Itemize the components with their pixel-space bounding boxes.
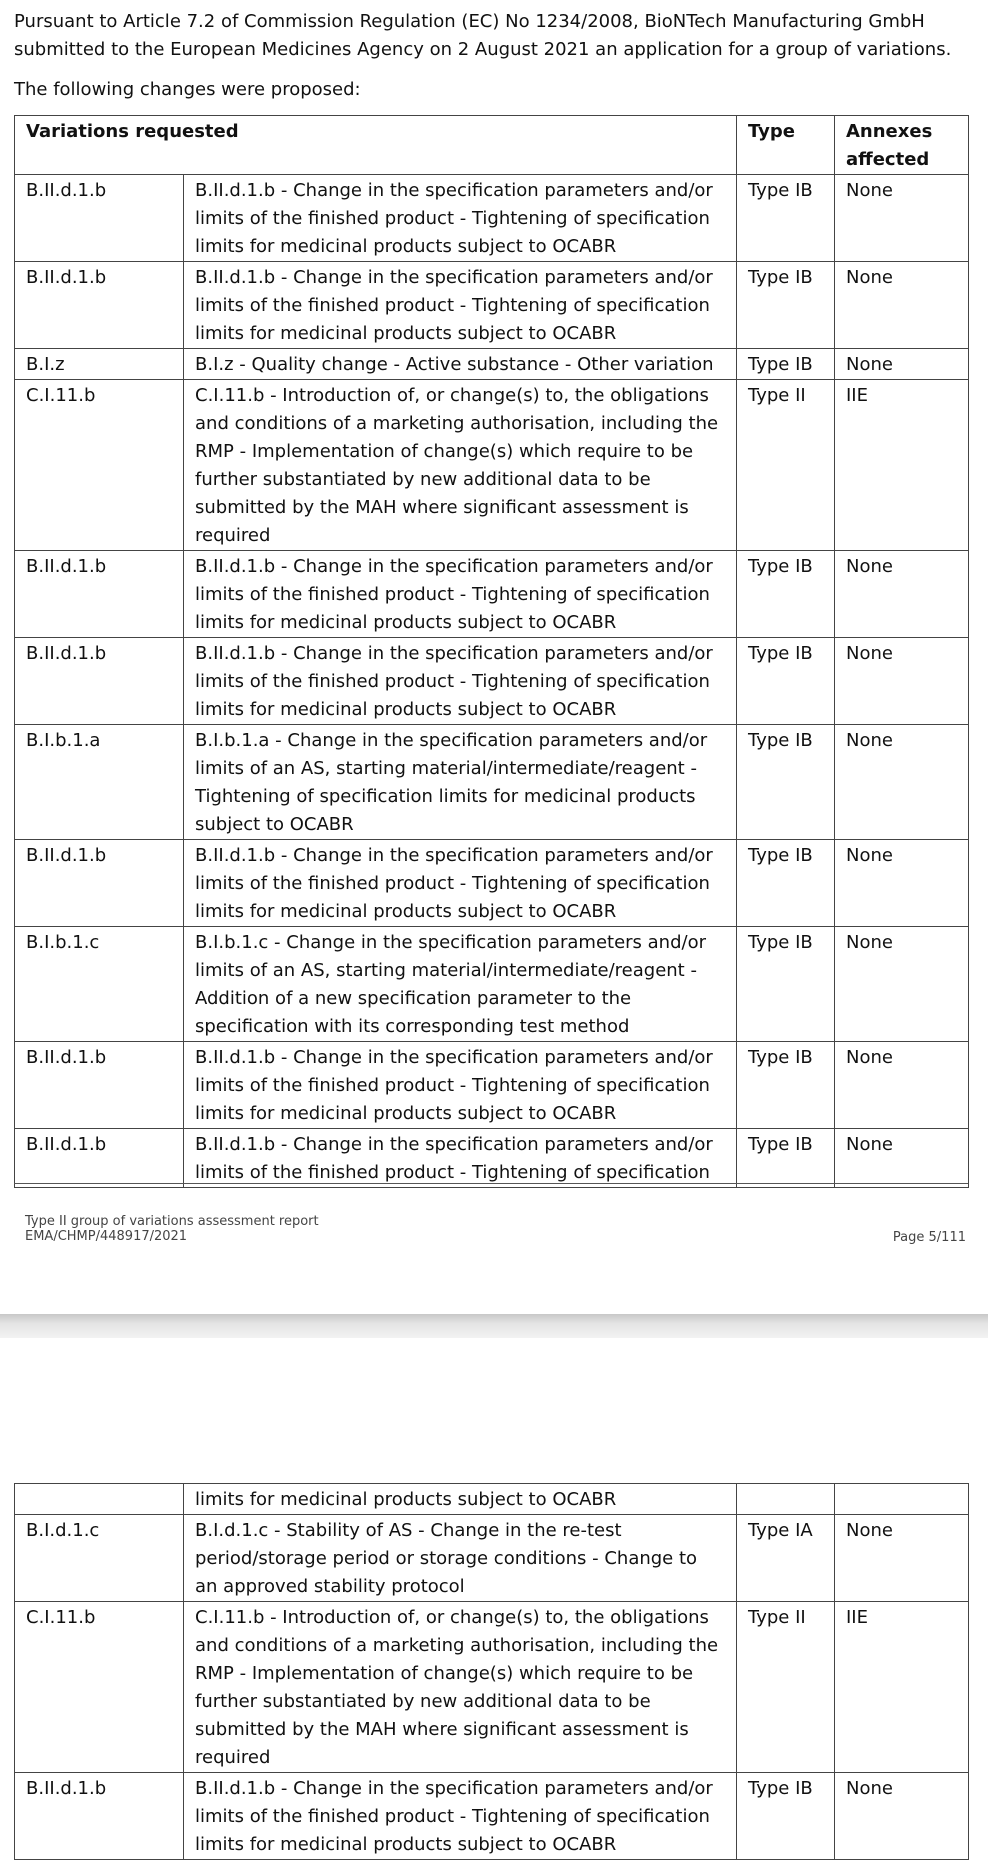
variation-description-line: specification with its corresponding test method	[195, 1016, 630, 1037]
variation-description-line: submitted by the MAH where significant assessment is	[195, 1719, 689, 1740]
table-row	[15, 638, 969, 725]
variation-code-cell	[15, 840, 184, 927]
annexes-affected: None	[846, 1134, 893, 1155]
page-break	[0, 1314, 988, 1338]
variation-code-cell	[15, 927, 184, 1042]
variation-description-cell	[184, 349, 737, 380]
variation-description-line: limits of an AS, starting material/intermediate/reagent -	[195, 758, 697, 779]
variation-description-line: and conditions of a marketing authorisation, including the	[195, 413, 719, 434]
variation-code: B.II.d.1.b	[26, 1047, 107, 1068]
variation-code-cell	[15, 1602, 184, 1773]
variation-description-line: B.I.d.1.c - Stability of AS - Change in the re-test	[195, 1520, 622, 1541]
annexes-affected-cell	[835, 1484, 969, 1515]
variations-table-continued	[14, 1483, 969, 1860]
footer-rule	[14, 1183, 968, 1184]
variation-code-cell	[15, 1773, 184, 1860]
variation-type-cell	[737, 927, 835, 1042]
variation-type: Type IB	[748, 1047, 813, 1068]
variation-type: Type IB	[748, 267, 813, 288]
table-row	[15, 1515, 969, 1602]
variation-description-cell	[184, 725, 737, 840]
variation-description-line: period/storage period or storage conditions - Change to	[195, 1548, 698, 1569]
table-header-row	[15, 116, 969, 175]
annexes-affected: None	[846, 1047, 893, 1068]
table-row	[15, 1484, 969, 1515]
variation-type: Type II	[748, 1607, 806, 1628]
annexes-header-label: affected	[846, 149, 930, 170]
annexes-affected: None	[846, 730, 893, 751]
variation-type-cell	[737, 1129, 835, 1188]
table-row	[15, 1042, 969, 1129]
table-row	[15, 262, 969, 349]
variation-description-line: RMP - Implementation of change(s) which require to be	[195, 1663, 694, 1684]
table-row	[15, 551, 969, 638]
variation-code: B.I.d.1.c	[26, 1520, 100, 1541]
variation-description-line: limits of the finished product - Tightening of specification	[195, 1162, 710, 1183]
variation-description-line: B.I.b.1.c - Change in the specification parameters and/or	[195, 932, 706, 953]
type-header	[737, 116, 835, 175]
annexes-affected-cell	[835, 638, 969, 725]
variation-type-cell	[737, 175, 835, 262]
variation-type-cell	[737, 349, 835, 380]
variation-description-line: limits of the finished product - Tightening of specification	[195, 1075, 710, 1096]
annexes-affected-cell	[835, 380, 969, 551]
variation-description-cell	[184, 638, 737, 725]
variation-type-cell	[737, 1484, 835, 1515]
variation-code-cell	[15, 725, 184, 840]
variation-description-line: C.I.11.b - Introduction of, or change(s) to, the obligations	[195, 385, 709, 406]
variation-description-line: B.II.d.1.b - Change in the specification parameters and/or	[195, 1778, 713, 1799]
variation-description-line: an approved stability protocol	[195, 1576, 465, 1597]
table-row	[15, 380, 969, 551]
variation-description-line: B.II.d.1.b - Change in the specification parameters and/or	[195, 643, 713, 664]
annexes-header	[835, 116, 969, 175]
variation-description-line: B.II.d.1.b - Change in the specification parameters and/or	[195, 267, 713, 288]
annexes-affected: None	[846, 1778, 893, 1799]
variation-code-cell	[15, 175, 184, 262]
variation-description-cell	[184, 380, 737, 551]
annexes-affected-cell	[835, 927, 969, 1042]
variation-code: B.II.d.1.b	[26, 1134, 107, 1155]
variation-description-cell	[184, 927, 737, 1042]
variation-description-line: B.II.d.1.b - Change in the specification parameters and/or	[195, 845, 713, 866]
variation-description-line: required	[195, 1747, 271, 1768]
variation-type-cell	[737, 840, 835, 927]
variation-description-line: RMP - Implementation of change(s) which require to be	[195, 441, 694, 462]
annexes-affected: None	[846, 180, 893, 201]
variation-type-cell	[737, 725, 835, 840]
annexes-affected-cell	[835, 1773, 969, 1860]
variations-header-label: Variations requested	[26, 121, 239, 142]
annexes-affected: None	[846, 556, 893, 577]
variation-type-cell	[737, 262, 835, 349]
variation-type-cell	[737, 1042, 835, 1129]
variation-type: Type IB	[748, 556, 813, 577]
variation-description-cell	[184, 1515, 737, 1602]
variation-description-line: limits for medicinal products subject to OCABR	[195, 236, 617, 257]
variation-description-line: limits of the finished product - Tightening of specification	[195, 873, 710, 894]
annexes-affected: None	[846, 845, 893, 866]
variation-description-line: limits for medicinal products subject to OCABR	[195, 612, 617, 633]
annexes-affected: None	[846, 267, 893, 288]
variations-header	[15, 116, 737, 175]
variation-code-cell	[15, 380, 184, 551]
variation-description-line: B.II.d.1.b - Change in the specification parameters and/or	[195, 1134, 713, 1155]
table-row	[15, 1773, 969, 1860]
table-row	[15, 1129, 969, 1188]
page-number: Page 5/111	[892, 1230, 966, 1245]
variation-description-line: and conditions of a marketing authorisation, including the	[195, 1635, 719, 1656]
variation-code-cell	[15, 1515, 184, 1602]
variation-description-cell	[184, 1602, 737, 1773]
annexes-affected: None	[846, 932, 893, 953]
variation-type-cell	[737, 638, 835, 725]
variation-description-line: limits of the finished product - Tightening of specification	[195, 584, 710, 605]
annexes-affected: IIE	[846, 385, 868, 406]
variation-type: Type IB	[748, 643, 813, 664]
variation-description-line: C.I.11.b - Introduction of, or change(s) to, the obligations	[195, 1607, 709, 1628]
footer-report-info	[25, 1214, 319, 1244]
annexes-affected: None	[846, 1520, 893, 1541]
annexes-affected-cell	[835, 1602, 969, 1773]
annexes-affected-cell	[835, 1129, 969, 1188]
variation-type: Type IB	[748, 1134, 813, 1155]
variation-description-line: B.II.d.1.b - Change in the specification parameters and/or	[195, 556, 713, 577]
variation-description-cell	[184, 1484, 737, 1515]
variation-description-line: Addition of a new specification parameter to the	[195, 988, 632, 1009]
annexes-header-label: Annexes	[846, 121, 933, 142]
variation-description-line: limits of the finished product - Tightening of specification	[195, 208, 710, 229]
variation-description-line: further substantiated by new additional data to be	[195, 1691, 651, 1712]
variation-code-cell	[15, 1129, 184, 1188]
variation-code: B.I.z	[26, 354, 65, 375]
variation-description-line: limits for medicinal products subject to OCABR	[195, 1103, 617, 1124]
variation-code-cell	[15, 638, 184, 725]
variation-type: Type IA	[748, 1520, 813, 1541]
variation-description-line: further substantiated by new additional data to be	[195, 469, 651, 490]
variation-description-line: Tightening of specification limits for medicinal products	[195, 786, 696, 807]
variation-description-line: limits for medicinal products subject to OCABR	[195, 1489, 617, 1510]
variation-code-cell	[15, 262, 184, 349]
annexes-affected-cell	[835, 349, 969, 380]
variation-description-line: limits for medicinal products subject to OCABR	[195, 699, 617, 720]
variation-description-cell	[184, 1129, 737, 1188]
annexes-affected-cell	[835, 551, 969, 638]
variation-type: Type IB	[748, 932, 813, 953]
variation-description-cell	[184, 551, 737, 638]
variation-description-line: B.II.d.1.b - Change in the specification parameters and/or	[195, 180, 713, 201]
annexes-affected-cell	[835, 840, 969, 927]
variation-code-cell	[15, 1484, 184, 1515]
intro-line-3: The following changes were proposed:	[14, 79, 361, 100]
variation-description-line: limits of the finished product - Tightening of specification	[195, 295, 710, 316]
annexes-affected-cell	[835, 725, 969, 840]
annexes-affected-cell	[835, 1042, 969, 1129]
variation-description-cell	[184, 840, 737, 927]
variation-type-cell	[737, 1602, 835, 1773]
intro-line-2: submitted to the European Medicines Agency on 2 August 2021 an application for a group of variations.	[14, 39, 952, 60]
variation-code: B.II.d.1.b	[26, 643, 107, 664]
annexes-affected-cell	[835, 262, 969, 349]
report-reference: EMA/CHMP/448917/2021	[25, 1229, 188, 1244]
variation-description-line: limits for medicinal products subject to OCABR	[195, 1834, 617, 1855]
table-row	[15, 725, 969, 840]
variation-description-cell	[184, 1773, 737, 1860]
variation-description-line: required	[195, 525, 271, 546]
table-row	[15, 1602, 969, 1773]
variation-type: Type IB	[748, 1778, 813, 1799]
variation-type: Type IB	[748, 845, 813, 866]
annexes-affected: None	[846, 643, 893, 664]
variation-description-cell	[184, 1042, 737, 1129]
variation-code: B.II.d.1.b	[26, 556, 107, 577]
annexes-affected-cell	[835, 1515, 969, 1602]
variation-code: B.II.d.1.b	[26, 267, 107, 288]
variation-description-line: submitted by the MAH where significant assessment is	[195, 497, 689, 518]
variation-description-line: B.I.z - Quality change - Active substance - Other variation	[195, 354, 714, 375]
variation-code: B.I.b.1.a	[26, 730, 101, 751]
variation-type: Type IB	[748, 354, 813, 375]
annexes-affected: IIE	[846, 1607, 868, 1628]
variation-code-cell	[15, 551, 184, 638]
variation-description-cell	[184, 175, 737, 262]
variation-code: B.II.d.1.b	[26, 180, 107, 201]
variation-description-line: limits for medicinal products subject to OCABR	[195, 323, 617, 344]
variation-description-line: limits of the finished product - Tightening of specification	[195, 671, 710, 692]
report-title: Type II group of variations assessment report	[25, 1214, 319, 1229]
variation-code-cell	[15, 349, 184, 380]
variation-description-line: limits for medicinal products subject to OCABR	[195, 901, 617, 922]
annexes-affected: None	[846, 354, 893, 375]
table-row	[15, 349, 969, 380]
variation-description-line: B.II.d.1.b - Change in the specification parameters and/or	[195, 1047, 713, 1068]
variation-type: Type IB	[748, 180, 813, 201]
variation-code: B.II.d.1.b	[26, 1778, 107, 1799]
variation-code: C.I.11.b	[26, 1607, 96, 1628]
table-row	[15, 927, 969, 1042]
type-header-label: Type	[748, 121, 795, 142]
variation-code: B.I.b.1.c	[26, 932, 100, 953]
variation-description-line: subject to OCABR	[195, 814, 354, 835]
variation-description-cell	[184, 262, 737, 349]
variation-code-cell	[15, 1042, 184, 1129]
variation-type-cell	[737, 1515, 835, 1602]
variation-code: B.II.d.1.b	[26, 845, 107, 866]
table-row	[15, 840, 969, 927]
variations-table	[14, 115, 969, 1188]
variation-description-line: B.I.b.1.a - Change in the specification parameters and/or	[195, 730, 708, 751]
variation-type: Type IB	[748, 730, 813, 751]
variation-type-cell	[737, 551, 835, 638]
variation-type-cell	[737, 380, 835, 551]
variation-type-cell	[737, 1773, 835, 1860]
annexes-affected-cell	[835, 175, 969, 262]
variation-type: Type II	[748, 385, 806, 406]
table-row	[15, 175, 969, 262]
intro-line-1: Pursuant to Article 7.2 of Commission Regulation (EC) No 1234/2008, BioNTech Manufacturing GmbH	[14, 11, 925, 32]
variation-description-line: limits of the finished product - Tightening of specification	[195, 1806, 710, 1827]
variation-description-line: limits of an AS, starting material/intermediate/reagent -	[195, 960, 697, 981]
variation-code: C.I.11.b	[26, 385, 96, 406]
